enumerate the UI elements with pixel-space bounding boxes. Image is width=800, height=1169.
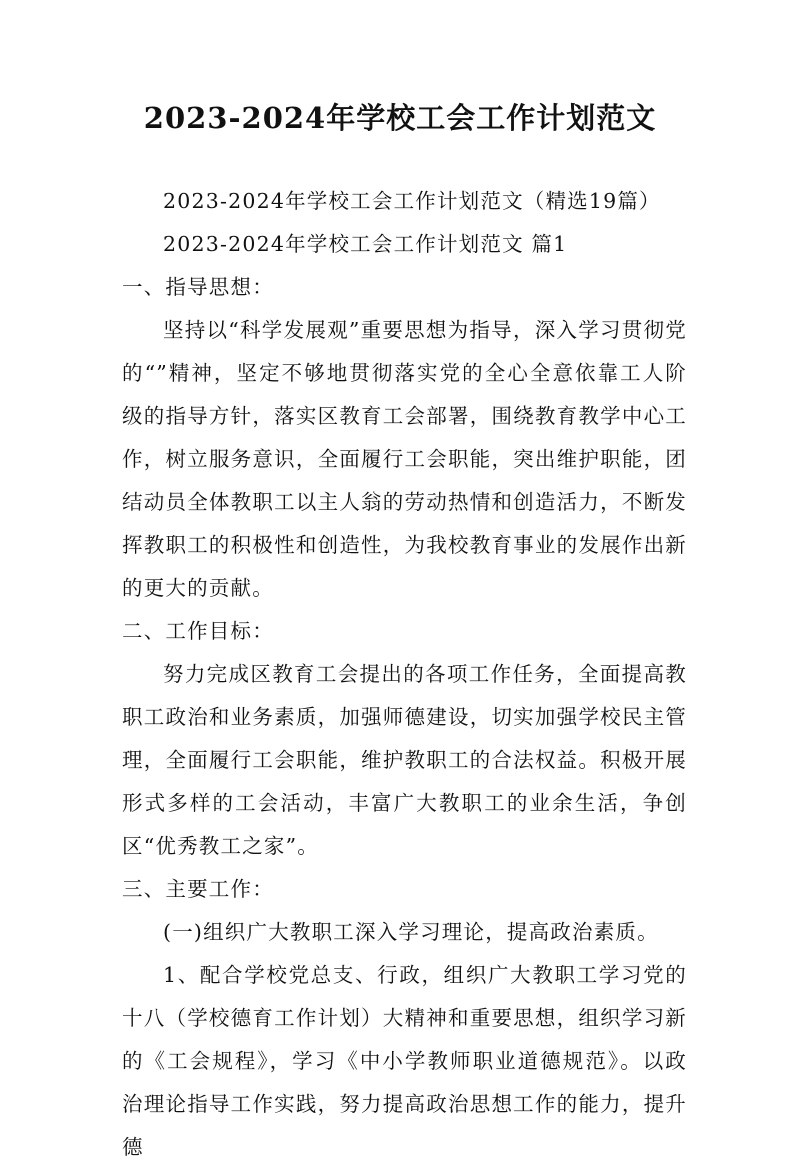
- paragraph-item-1: 1、配合学校党总支、行政，组织广大教职工学习党的十八（学校德育工作计划）大精神和重要思想，组织学习新的《工会规程》，学习《中小学教师职业道德规范》。以政治理论指导工作实践，努力提高政治思想工作的能力，提升德: [122, 963, 687, 1159]
- subheading-theory-study: (一)组织广大教职工深入学习理论，提高政治素质。: [163, 920, 659, 944]
- document-title: 2023-2024年学校工会工作计划范文: [143, 101, 657, 135]
- paragraph-guiding-ideology: 坚持以“科学发展观”重要思想为指导，深入学习贯彻党的“”精神，坚定不够地贯彻落实党的全心全意依靠工人阶级的指导方针，落实区教育工会部署，围绕教育教学中心工作，树立服务意识，全面履行工会职能，突出维护职能，团结动员全体教职工以主人翁的劳动热情和创造活力，不断发挥教职工的积极性和创造性，为我校教育事业的发展作出新的更大的贡献。: [122, 318, 687, 600]
- heading-main-work: 三、主要工作：: [122, 877, 274, 901]
- document-body: [122, 180, 687, 1169]
- heading-guiding-ideology: 一、指导思想：: [122, 275, 274, 299]
- heading-work-goals: 二、工作目标：: [122, 619, 274, 643]
- section-heading-part1: 2023-2024年学校工会工作计划范文 篇1: [163, 232, 568, 256]
- paragraph-work-goals: 努力完成区教育工会提出的各项工作任务，全面提高教职工政治和业务素质，加强师德建设，切实加强学校民主管理，全面履行工会职能，维护教职工的合法权益。积极开展形式多样的工会活动，丰富广大教职工的业余生活，争创区“优秀教工之家”。: [122, 662, 687, 858]
- subtitle-paragraph: 2023-2024年学校工会工作计划范文（精选19篇）: [163, 189, 661, 213]
